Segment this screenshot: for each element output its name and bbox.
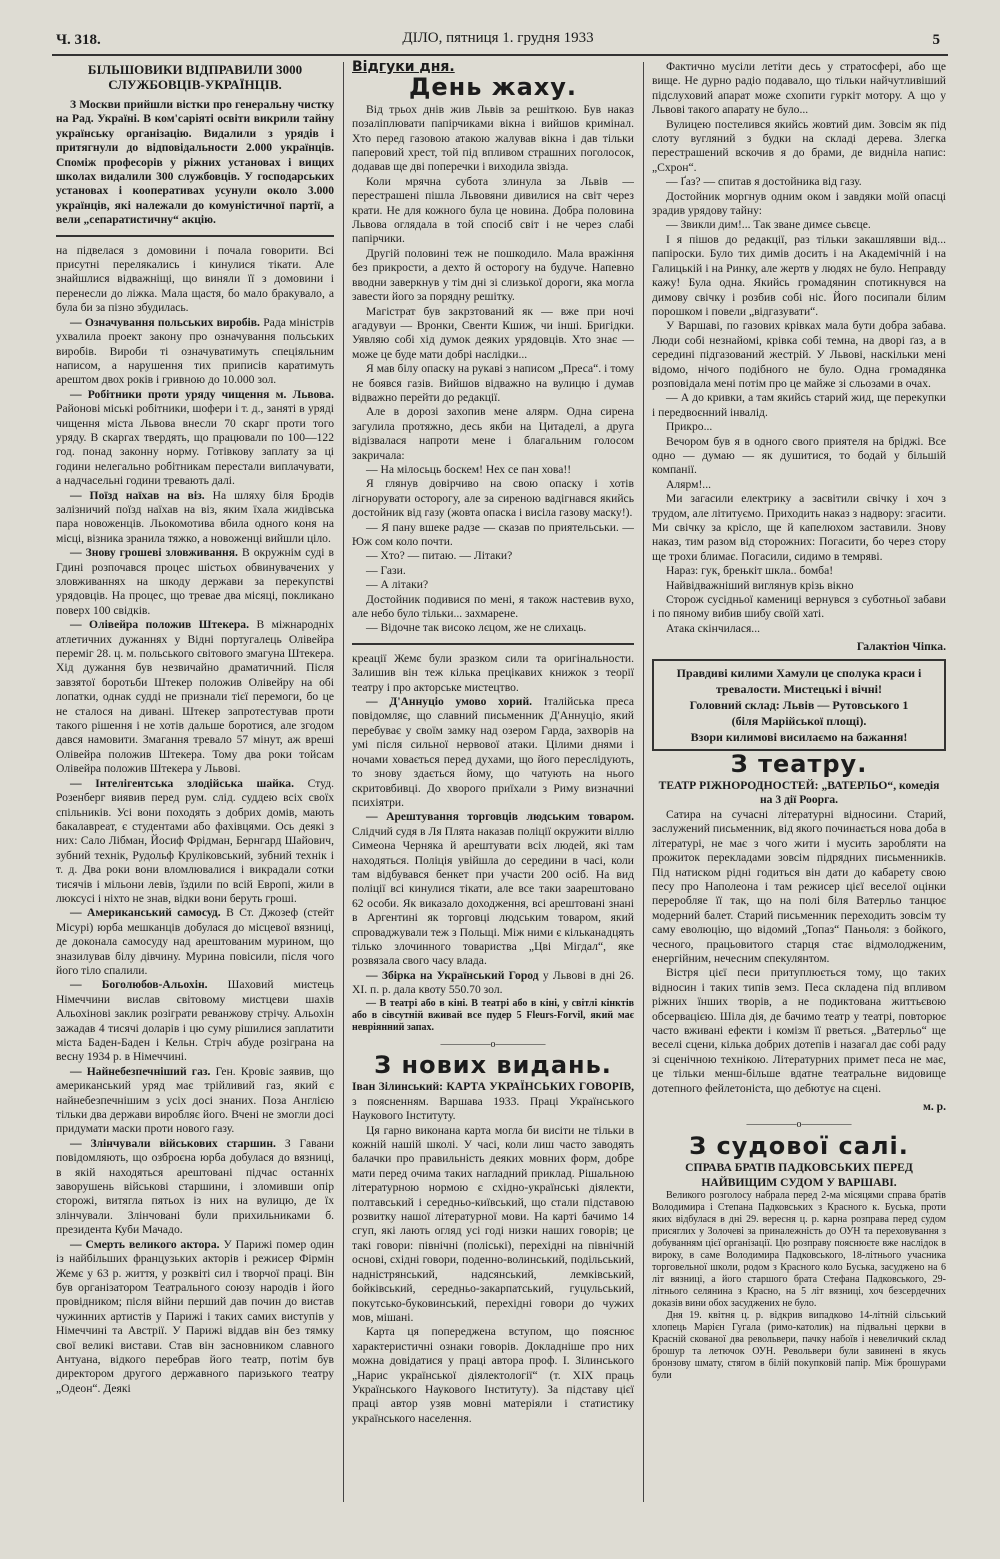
case-title: СПРАВА БРАТІВ ПАДКОВСЬКИХ ПЕРЕД НАЙВИЩИМ СУДОМ У ВАРШАВІ. bbox=[685, 1161, 913, 1189]
paragraph: — А літаки? bbox=[366, 578, 429, 592]
ad-line: (біля Марійської площі). bbox=[731, 713, 867, 728]
review-signature: м. р. bbox=[922, 1100, 946, 1113]
news-body: Районові міські робітники, шофери і т. д., занятi в урядi чищення міста Львова внесли 70 скарг проти того уряду. В скаргах твердять, що працювали по 100—122 год. понад законну норму. Готівкову заплату за ці години нелегально робітникам перестали виплачувати, а надчасельні години тревають далі. bbox=[56, 402, 334, 488]
news-item bbox=[352, 969, 634, 998]
paragraph: Фактично мусіли летіти десь у стратосфері, або ще вище. Не дурно радіо подавало, що тільки найчутливіший підслуховий апарат може схопити гуркіт мотору. А що у Львові такого апарату не було... bbox=[652, 60, 946, 117]
news-heading: — Д'Аннуціо умово хорий. bbox=[366, 695, 533, 709]
ad-line: Головний склад: Львів — Рутовського 1 bbox=[689, 697, 909, 712]
news-heading: — Смерть великого актора. bbox=[70, 1237, 220, 1251]
news-item bbox=[56, 906, 334, 978]
author-signature: Галактіон Чіпка. bbox=[856, 640, 946, 654]
news-body: В окружнім суді в Гдині розпочався процес шістьох обвинувачених у зловживаннях на шкоду держави за перекупстві урядовців. На процес, що тревае два місяці, покликано поверх 100 свідків. bbox=[56, 546, 334, 617]
column-1 bbox=[56, 60, 334, 1500]
paragraph: Вістря цієї песи притуплюється тому, що таких відносин і таких типів земз. Песа складена під впливом ріжних їнших творів, а не подиктована життьєвою обсервацією. Шіла дія, де бачимо театр у театрі, повторює часто вживані ефекти і комізм її рветься. „Ватерльо“ ще веселі сцени, кілька добрих дотепів і назагал дає собі раду зі сценічною технікою. Літературних примет песа не має, це тільки менш-більше вдатне театральне видовище дотепного фейлетоніста, що дебютує на сцені. bbox=[652, 966, 946, 1095]
news-item bbox=[56, 316, 334, 388]
news-body: У Парижі помер один із найбільших французьких акторів і режисер Фірмін Жемє у 63 р. життя, у розквіті сил і творчої праці. Він був організатором Театрального союзу народів і його провідником; після війни перший дав почин до вистав чужинних артистів у Парижі і таких самих виступів у Німеччині та Австрії. У Парижі віддав він без тямку свої великі вистави. Став він засновником славного Антуана, відкого перебрав його театр, потім був директором другого державного паризького театру „Одеон“. Деякі bbox=[56, 1237, 334, 1395]
news-heading: — Означування польських виробів. bbox=[70, 315, 260, 329]
news-heading: — Робітники проти уряду чищення м. Львова. bbox=[70, 387, 334, 401]
news-body: На шляху біля Бродів залізничий поїзд наїхав на віз, яким їхала жидівська пара новоженців. Льокомотива вбила одного коня на місці, візника зранила тяжко, а новоженці вийшли ціло. bbox=[56, 488, 334, 545]
paragraph: Прикро... bbox=[666, 420, 713, 434]
paragraph: Нараз: гук, брењкіт шкла.. бомба! bbox=[666, 564, 834, 578]
paragraph: Ми загасили електрику а засвітили свічку і хоч з трудом, але літитуємо. Приходить наказ з надвору: згасити. Ми свічку за крісло, ще й капелюхом заставили. Знову наказ, тим разом від сторожних: Погасити, бо через стору ще трохи блимає. Погасили, сидимо в темряві. bbox=[652, 492, 946, 563]
paragraph: — Хто? — питаю. — Літаки? bbox=[366, 549, 513, 563]
section-title: З судової салі. bbox=[689, 1131, 909, 1160]
page-header bbox=[56, 30, 940, 52]
paragraph: — Ґаз? — спитав я достойника від газу. bbox=[666, 175, 862, 189]
news-item bbox=[56, 489, 334, 547]
paragraph: Достойник моргнув одним оком і завдяки моїй опасці зрадив урядову тайну: bbox=[652, 189, 946, 218]
paragraph: — На мілосьць боскем! Нех се пан хова!! bbox=[366, 462, 572, 476]
issue-number: Ч. 318. bbox=[56, 32, 101, 48]
news-heading: — Арештування торговців людським товаром. bbox=[366, 810, 634, 824]
news-item bbox=[56, 978, 334, 1064]
news-heading: — Збірка на Український Город bbox=[366, 968, 539, 982]
news-body: Шаховий мистець Німеччини вислав світовому мистцеви шахів Альохінові заклик розіграти реванжову стрічу. Альохін зажадав 4 тисячі доларів і цю суму рішилися заплатити міста Баден-Баден і Кельн. Стріч абуде розіграна на весну 1934 р. в Німеччині. bbox=[56, 978, 334, 1064]
news-heading: — Поїзд наїхав на віз. bbox=[70, 488, 205, 502]
book-title: Іван Зілинський: КАРТА УКРАЇНСЬКИХ ГОВОРІВ, bbox=[352, 1080, 634, 1094]
separator-ornament: —————o————— bbox=[440, 1038, 546, 1050]
news-body: у Львові в дні 26. XI. п. р. дала квоту 550.70 зол. bbox=[352, 968, 634, 997]
article-lead: З Москви прийшли вістки про генеральну чистку на Рад. Україні. В ком'саріяті освіти викрили тайну українську організацію. Видалили з урядів і притягнули до відповідальности 2.000 українців. Споміж професорів у ріжних установах і вищих школах видалили 300 службовців. У господарських установах і кооперативах усунули около 3.000 українців, які належали до комуністичної партії, а вели „сепаратистичну“ акцію. bbox=[56, 98, 334, 227]
news-item bbox=[56, 618, 334, 776]
news-heading: — Найнебезпечніший газ. bbox=[70, 1064, 211, 1078]
news-item bbox=[352, 810, 634, 968]
paragraph: Достойник подивися по мені, я також настевив вухо, але небо було тільки... захмарене. bbox=[352, 592, 634, 621]
paragraph: Сатира на сучасні літературні відносини. Старий, заслужений письменник, від якого починається нова доба в літературі, не має з чого жити і мусить заробляти на прожиток перекладами зовсім підрядних письменників. Під натиском рідні годиться він дати до кабарету свою песу про Наполеона і там режисер цієї веселої оцінки переробляе її так, що на полі біля Ватерльо танцює модерний балет. Старий письменник переходить зовсім ту саму еволюцію, що відомий „Топаз“ Паньоля: з бойкого, чесного, працьовитого старця стає відмолодженим, енергійним, нечесним спекулянтом. bbox=[652, 807, 946, 965]
rule bbox=[352, 643, 634, 645]
paragraph: — Відочне так високо лєцом, же не слихаць. bbox=[366, 621, 587, 635]
paragraph: Я глянув довірчиво на свою опаску і хотів лігнорувати осторогу, але за сиреною вадігнався якийсь достойник від газу (жовта опаска і висіла газову маску!). bbox=[352, 477, 634, 520]
header-rule bbox=[52, 54, 948, 56]
news-item bbox=[56, 1065, 334, 1137]
paragraph: У Варшаві, по газових крівках мала бути добра забава. Люди собі незнайомі, крівка собі темна, на дворі ґаз, а в середині підгазований жестрій. У Львові, наскільки мені відомо, нічого подібного не було. Одна громадянка розповідала мені потім про це майже зі сльозами в очах. bbox=[652, 319, 946, 390]
paragraph: Карта ця попереджена вступом, що пояснює характеристичні ознаки говорів. Докладніше про них можна довідатися у праці автора проф. І. Зілинського „Нарис української діялектології“ (т. XIX праць Українського Наукового Інституту). За підставу цієї праці автор узяв мовні матеріяли і статистику українського населення. bbox=[352, 1325, 634, 1425]
paragraph: — Звикли дим!... Так зване димєе сьвєце. bbox=[666, 218, 871, 232]
news-item bbox=[352, 695, 634, 810]
news-heading: — Інтелігентська злодійська шайка. bbox=[70, 776, 295, 790]
paragraph: Другій половині теж не пошкодило. Мала вражіння без прикрости, а дехто й осторогу на будуче. Напевно вводни заверкнув у тім дні зі слизької дороги, яка могла завести його за порядну решітку. bbox=[352, 246, 634, 304]
paragraph: — А до кривки, а там якийсь старий жид, ще перекупки і передвоєнний інвалід. bbox=[652, 391, 946, 419]
news-heading: — Боголюбов-Альохін. bbox=[70, 978, 208, 992]
news-item bbox=[56, 777, 334, 907]
masthead-date: ДІЛО, пятниця 1. грудня 1933 bbox=[402, 30, 594, 46]
news-item bbox=[56, 546, 334, 618]
paragraph: Великого розголосу набрала перед 2-ма місяцями справа братів Володимира і Степана Падковських з Красного к. Буська, проти яких відбулася в днi 29. вересня ц. р. карна розправа перед судом присяглих у Золочеві за приналежність до ОУН та переховування з добуванням цієї організації. Цю розправу пояснюєте вже наслідок в вироку, в саме Володимира Падковського, 18-літнього учасника торговельної школи, родом з Красного коло Буська, засуджено на 6 літ вязниці, а його старшого брата Стефана Падковського, 29-літнього селянина з Красно, на 5 літ вязниці, хоч безсердечних доказів вини обох засуджених не було. bbox=[652, 1190, 946, 1310]
news-item bbox=[56, 388, 334, 489]
paragraph: Ця гарно виконана карта могла би висіти не тільки в кожній нашій школі. У часі, коли лиш часто заводять балачки про правильність деяких мовних форм, добре мати перед очима таких нагладний приклад. Рішальною літературною нормою є східно-українські діялекти, полтавський і середньо-київський, що стали підставою розвитку нашої літературної мови. На карті бачимо 14 сгуп, які лають огляд усі годі низки наших говорів; це такі говори: північні (поліські), перехідні на північній основі, східні говори, поденно-волинський, подільський, надністрянський, надсянський, лемківський, бойківський, середньо-закарпатський, гуцульський, покутсько-буковинський, перехідні говори до чужих мов, мішані. bbox=[352, 1123, 634, 1324]
news-heading: — Олівейра положив Штекера. bbox=[70, 618, 250, 632]
news-body: В Ст. Джозеф (стейт Місурі) юрба мешканців добулася до місцевої вязниці, де доконала самосуду над арештованим мурином, що зназилував білу дівчину. Мурина повісили, після чого його тіло спалили. bbox=[56, 906, 334, 977]
news-item bbox=[56, 1137, 334, 1238]
news-body: Рада міністрів ухвалила проект закону про означування польських виробів. Вироби ті означуватимуть спеціяльним написом, а нарушення тих приписів каратимуть арештом двох років і гривною до 10.000 зол. bbox=[56, 315, 334, 387]
news-heading: — Американський самосуд. bbox=[70, 906, 221, 920]
advertisement-note: — В театрі або в кіні. В театрі або в кіні, у світлі кінктів або в сівсутній вживай все пудер 5 Fleurs-Forvil, який має невріянний запах. bbox=[352, 997, 634, 1033]
news-body: З Гавани повідомляють, що озброєна юрба добулася до вязниці, в якій находяться арештовані підчас останніх заворушень військові старшини, і зломивши опір сторожі, витягла пятьох із них на вулицю, де їх злінчували. Злінчовані були прихильниками б. президента Куби Мачадо. bbox=[56, 1136, 334, 1237]
paragraph: Я мав білу опаску на рукаві з написом „Преса“. і тому не боявся газів. Вийшов відважно на вулицю і думав відважно перейти до редакції. bbox=[352, 362, 634, 404]
page-number: 5 bbox=[932, 32, 940, 48]
rule bbox=[56, 235, 334, 237]
column-3 bbox=[652, 60, 946, 1500]
paragraph: Алярм!... bbox=[666, 477, 712, 491]
paragraph: Сторож сусідньої камениці вернувся з суботньої забави і по пяному вибив шибу своїй хаті. bbox=[652, 593, 946, 621]
paragraph: І я пішов до редакції, раз тільки закашлявши від... папіроски. Було тих димів досить і на Академічній і на Галицькій і на Ринку, але жертв у людях не було. Неправду кажу! Була одна. Якийсь громадянин спотикнувся на димову свічку і розбив собі ніс. Його посипали білим порошком і повели „відгазувати“. bbox=[652, 232, 946, 318]
news-heading: — Злінчували військових старшин. bbox=[70, 1136, 276, 1150]
paragraph: Найвідважніший виглянув крізь вікно bbox=[666, 578, 854, 592]
news-heading: — Знову грошеві зловживання. bbox=[70, 546, 238, 560]
book-subtitle: з поясненням. Варшава 1933. Праці Українського Наукового Інституту. bbox=[352, 1094, 634, 1123]
news-body: В міжнародніх атлетичних дужаннях у Відні португалець Олівейра переміг 28. ц. м. польського світового змагуна Штекера. Хід дужання був незвичайно драматичний. Після завзятої боротьби Штекер положив Олівейру на обі лопатки, однак судді не признали тієї перемоги, бо це не сталося на дивані. Штекер запротестував проти такого рішення і не хотів дальше боротися, але згодом дався намовити. Змагання тревало 57 мінут, аж вреші Олівейра положив Штекера. Тому два роки тойсам Олівейра положив Штекера у Львові. bbox=[56, 618, 334, 776]
paragraph: на підвелася з домовини і почала говорити. Всі присутні перелякались і кинулися тікати. Але знайшлися відважніщі, що виняли її з домовини і перенесли до ліжка. Мала щастя, бо мало бракувало, а була би за пізно збудилась. bbox=[56, 243, 334, 315]
paragraph: Вечором був я в одного свого приятеля на бріджі. Все одно — думаю — як душитися, то бодай у більшій компанії. bbox=[652, 434, 946, 477]
paragraph: — Я пану вшеке радзе — сказав по приятельськи. — Юж сом коло почти. bbox=[352, 520, 634, 548]
news-item bbox=[56, 1238, 334, 1396]
paragraph: — Гази. bbox=[366, 563, 406, 577]
column-divider bbox=[643, 62, 644, 1502]
paragraph: креації Жемє були зразком сили та оригінальности. Залишив він теж кілька прецікавих книжок з теорії театру і про акторське мистецтво. bbox=[352, 651, 634, 694]
feuilleton-title: День жаху. bbox=[408, 73, 578, 102]
paragraph: Магістрат був закрзтований як — вже при ночі агадувуи — Вронки, Свенти Кшиж, чи інші. Бригідки. Уявляю собі хід думок деяких урядовців. Хто знає — може це буде мати добрі наслідки... bbox=[352, 304, 634, 361]
article-title: БІЛЬШОВИКИ ВІДПРАВИЛИ 3000 СЛУЖБОВЦІВ-УКРАЇНЦІВ. bbox=[87, 62, 303, 92]
ad-line: Правдиві килими Хамули це сполука краси і тревалости. Мистецькі і вічні! bbox=[676, 665, 922, 696]
news-body: Ген. Кровіє заявив, що американський уряд має трійливий газ, який є найнебезпечнішим з усіх досі знаних. Поза Англією тільки два держави виробляє його. Вчені не змогли досі придумати маски проти нового газу. bbox=[56, 1064, 334, 1136]
paragraph: Коли мрячна субота злинула за Львів — перестрашені пішла Львовяни дивилися на світ через крати. Не для кожного була це новина. Добра половина Львова оглядала в той спосіб світ і не через слабі папірчики. bbox=[352, 174, 634, 246]
section-title: З театру. bbox=[730, 749, 868, 778]
paragraph: Від трьох днів жив Львів за решіткою. Був наказ позаліплювати папірчиками вікна і вийшов кримінал. Хто перед газовою атакою жалував вікна і дав тільки паперовий хрест, той під впливом страшних поголосок, додавав ще дві поперечки і виходила звізда. bbox=[352, 102, 634, 174]
paragraph: Атака скінчилася... bbox=[666, 621, 760, 635]
news-body: Італійська преса повідомляє, що славний письменник Д'Аннуціо, який перебуває у своїм замку над озером Гарда, захворів на умі після сильної нервової атаки. Цілими днями і ночами ховається перед духами, що його переслідують, то знову здається йому, що чатують на нього скритовбивці. До хворого приїхали з Риму визначниі психіятри. bbox=[352, 695, 634, 809]
paragraph: Але в дорозі захопив мене алярм. Одна сирена загулила протяжно, десь якби на Цитаделі, а друга відізвалася напроти мене і благальним голосом закричала: bbox=[352, 405, 634, 462]
play-title: ТЕАТР РІЖНОРОДНОСТЕЙ: „ВАТЕРЛЬО“, комедія на 3 дії Роорга. bbox=[658, 779, 940, 807]
news-body: Слідчий судя в Ля Плята наказав поліції окружити віллю Симеона Черняка й арештувати всіх людей, які там находяться. Поліція увійшла до середини в часі, коли там відбувався бенкет при участи 200 осіб. На вид поліції всі кинулися тікати, але все таки заарештовано 62 особи. Як виказало доходження, всі арештовані знані в Аргентині як торговці людським товаром, який спроваджували теж з Польщі. Між ними є кільканадцять тілько злочинного товариства „Цві Мігдал“, яке розвязала свого часу влада. bbox=[352, 824, 634, 968]
ad-line: Взори килимові висилаємо на бажання! bbox=[690, 729, 908, 744]
section-title: З нових видань. bbox=[374, 1051, 612, 1079]
paragraph: Дня 19. квітня ц. р. відкрив випадково 14-літній сільський хлопець Марієн Гугала (римо-католик) на підвальні церкви в Красній скованої два револьвери, пачку набоїв і невеличкий склад брошур та летючок ОУН. Револьвери були завинені в якусь бронзову шмату, стягом в білій покупковій папір. Між брошурами були bbox=[652, 1310, 946, 1382]
column-divider bbox=[343, 62, 344, 1502]
news-body: Студ. Розенберг виявив перед рум. слід. суддею всіх своїх спільників. Усі вони походять з добрих домів, мають бакалавреат, є студентами або фахівцями. Ось деякі з них: Сало Лібман, Йосиф Фрідман, Бернгард Шайович, зубний технік, Рудольф Круліковський, зубний технік і т. д. Два роки вони вломлювалися і викрадали сотки тисячів і мільони левів, їздили по всій Европі, жили в люксусі і ніхто не знав, відки вони беруть гроші. bbox=[56, 776, 334, 905]
rubric-label: Відгуки дня. bbox=[352, 60, 455, 75]
carpet-advertisement bbox=[652, 659, 946, 751]
column-2 bbox=[352, 60, 634, 1500]
separator-ornament: —————o————— bbox=[746, 1119, 852, 1131]
paragraph: Вулицею постелився якийсь жовтий дим. Зовсім як під слоту вугляний з будки на складі дерева. Злегка перестрашений вскочив я до брами, де видніла напис: „Схрон“. bbox=[652, 117, 946, 174]
